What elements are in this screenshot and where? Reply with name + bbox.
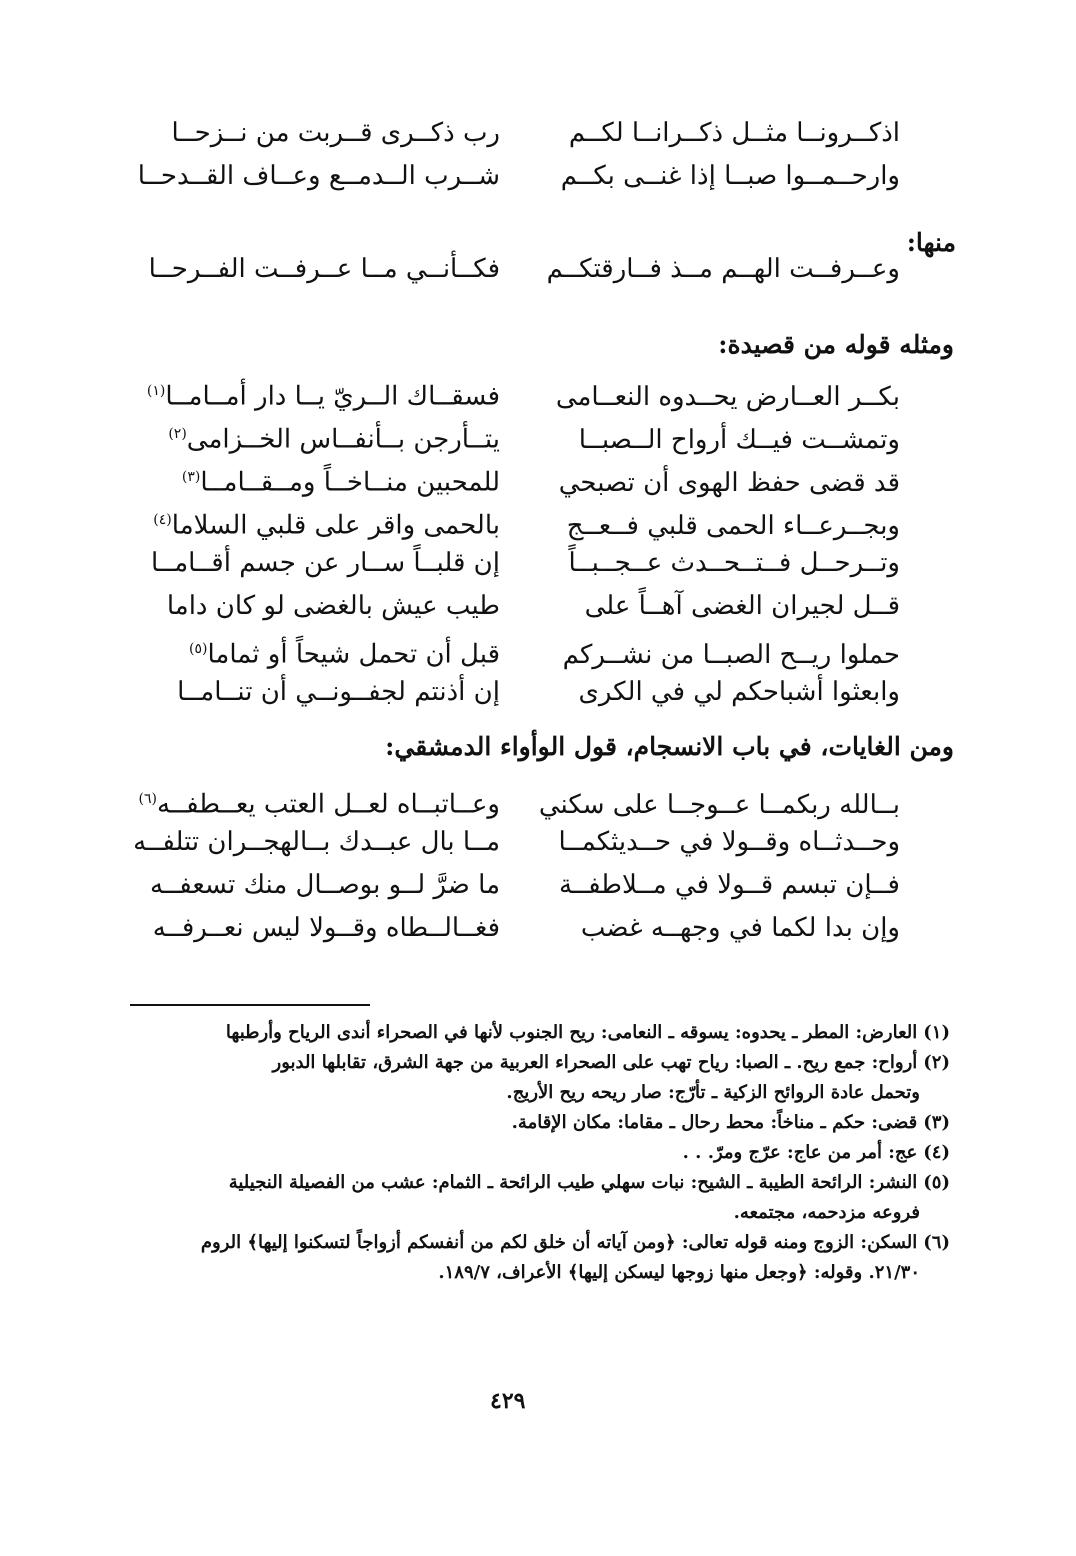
footnote-marker: (٤) — [153, 512, 172, 528]
footnote-marker: (٦) — [138, 791, 157, 807]
verse-first-hemistich: وإن بدا لكما في وجهــه غضب — [580, 913, 900, 943]
verse-first-hemistich: وارحــمــوا صبــا إذا غنــى بكــم — [560, 161, 900, 191]
verse-second-hemistich — [170, 413, 500, 462]
footnote-text: أرواح: جمع ريح. ـ الصبا: رياح تهب على الصحراء العربية من جهة الشرق، تقابلها الدبور — [272, 1052, 918, 1073]
footnote-number: (٥) — [923, 1172, 950, 1193]
verse-first-hemistich: بــالله ربكمــا عــوجــا على سكني — [538, 789, 900, 820]
footnote-marker: (٥) — [189, 641, 208, 657]
page-number: ٤٢٩ — [490, 1388, 526, 1414]
footnote — [130, 1168, 950, 1198]
footnote-number: (٣) — [923, 1112, 950, 1133]
footnotes — [130, 1018, 950, 1288]
verse-second-hemistich — [151, 542, 500, 585]
footnote — [130, 1018, 950, 1048]
verse-first-hemistich: وعــرفــت الهــم مــذ فــارقتكــم — [546, 254, 900, 284]
verse-line — [170, 112, 900, 155]
hemistich-text: للمحبين منــاخــاً ومــقــامــا — [200, 467, 500, 498]
verse-line — [152, 907, 900, 950]
verse-first-hemistich: وتمشــت فيــك أرواح الــصبــا — [578, 424, 900, 455]
footnote-number: (١) — [923, 1022, 950, 1043]
hemistich-text: قبل أن تحمل شيحاً أو ثماما — [207, 639, 500, 670]
verse-line — [148, 248, 900, 291]
footnote-number: (٦) — [923, 1232, 950, 1253]
poem-block-3 — [146, 370, 900, 714]
verse-first-hemistich: وحــدثــاه وقــولا في حــديثكمــا — [558, 827, 900, 857]
hemistich-text: بالحمى واقر على قلبي السلاما — [171, 510, 500, 541]
verse-line — [170, 413, 900, 456]
footnote — [130, 1048, 950, 1078]
footnote — [130, 1138, 950, 1168]
footnote-continuation: ٢١/٣٠. وقوله: ﴿وجعل منها زوجها ليسكن إليها﴾ الأعراف، ١٨٩/٧. — [438, 1262, 920, 1283]
verse-second-hemistich — [153, 499, 500, 548]
hemistich-text: طيب عيش بالغضى لو كان داما — [166, 591, 500, 621]
footnote-text: النشر: الرائحة الطيبة ـ الشيح: نبات سهلي طيب الرائحة ـ الثمام: عشب من الفصيلة النجيلية — [228, 1172, 918, 1193]
verse-second-hemistich: ما ضرَّ لــو بوصــال منك تسعفــه — [150, 870, 500, 900]
hemistich-text: إن أذنتم لجفــونــي أن تنــامــا — [177, 677, 500, 707]
hemistich-text: إن قلبــاً ســار عن جسم أقــامــا — [151, 548, 500, 578]
footnote-marker: (٢) — [168, 426, 187, 442]
verse-first-hemistich: قد قضى حفظ الهوى أن تصبحي — [558, 467, 900, 498]
verse-first-hemistich: وابعثوا أشباحكم لي في الكرى — [578, 677, 900, 707]
intro-qasida: ومثله قوله من قصيدة: — [718, 330, 954, 359]
footnote-number: (٤) — [923, 1142, 950, 1163]
poem-block-2 — [148, 248, 900, 291]
footnote-text: السكن: الزوج ومنه قوله تعالى: ﴿ومن آياته أن خلق لكم من أنفسكم أزواجاً لتسكنوا إليها﴾ الروم — [200, 1232, 918, 1253]
verse-line — [146, 370, 900, 413]
verse-line — [138, 778, 900, 821]
footnote-continuation: فروعه مزدحمه، مجتمعه. — [733, 1202, 920, 1223]
verse-line — [170, 671, 900, 714]
footnote-text: العارض: المطر ـ يحدوه: يسوقه ـ النعامى: ريح الجنوب لأنها في الصحراء أندى الرياح وأرطبها — [225, 1022, 918, 1043]
footnote-number: (٢) — [923, 1052, 950, 1073]
footnote-separator — [130, 1004, 370, 1006]
footnote-marker: (٣) — [181, 469, 201, 485]
verse-second-hemistich: شــرب الــدمــع وعــاف القــدحــا — [137, 161, 500, 191]
footnote — [130, 1228, 950, 1258]
verse-second-hemistich — [166, 585, 500, 628]
verse-line — [153, 499, 900, 542]
hemistich-text: وعــاتبــاه لعــل العتب يعــطفــه — [156, 789, 500, 820]
footnote-text: عج: أمر من عاج: عرّج ومرّ. . . — [682, 1142, 918, 1163]
verse-first-hemistich: حملوا ريــح الصبــا من نشــركم — [562, 639, 900, 670]
hemistich-text: فسقــاك الــريّ يــا دار أمــامــا — [165, 381, 500, 412]
footnote-continuation: وتحمل عادة الروائح الزكية ـ تأرّج: صار ريحه ريح الأريج. — [506, 1082, 920, 1103]
verse-line — [137, 155, 900, 198]
verse-second-hemistich: رب ذكــرى قــربت من نــزحــا — [171, 118, 500, 148]
poem-block-1 — [137, 112, 900, 198]
verse-second-hemistich — [170, 456, 500, 505]
verse-second-hemistich — [138, 778, 500, 827]
footnote — [130, 1108, 950, 1138]
verse-first-hemistich: وبجــرعــاء الحمى قلبي فــعــج — [566, 510, 900, 541]
verse-first-hemistich: قــل لجيران الغضى آهــاً على — [584, 591, 900, 621]
verse-second-hemistich: فغــالــطاه وقــولا ليس نعــرفــه — [152, 913, 500, 943]
verse-line — [170, 456, 900, 499]
label-minha: منها: — [906, 228, 956, 257]
poem-block-4 — [133, 778, 900, 950]
verse-first-hemistich: وتــرحــل فــتــحــدث عــجــبــاً — [568, 548, 900, 578]
verse-line — [166, 585, 900, 628]
verse-first-hemistich: بكــر العــارض يحــدوه النعــامى — [555, 381, 900, 412]
verse-line — [150, 864, 900, 907]
intro-inshijam: ومن الغايات، في باب الانسجام، قول الوأواء الدمشقي: — [385, 732, 954, 761]
verse-second-hemistich: مــا بال عبــدك بــالهجــران تتلفــه — [133, 827, 500, 857]
verse-second-hemistich — [170, 671, 500, 714]
verse-line — [151, 542, 900, 585]
verse-line — [133, 821, 900, 864]
verse-second-hemistich — [170, 628, 500, 677]
verse-line — [170, 628, 900, 671]
hemistich-text: يتــأرجن بــأنفــاس الخــزامى — [186, 424, 500, 455]
verse-first-hemistich: اذكــرونــا مثــل ذكــرانــا لكــم — [568, 118, 900, 148]
footnote-marker: (١) — [146, 383, 166, 399]
footnote-text: قضى: حكم ـ مناخاً: محط رحال ـ مقاما: مكان الإقامة. — [511, 1112, 918, 1133]
verse-second-hemistich: فكــأنــي مــا عــرفــت الفــرحــا — [148, 254, 500, 284]
verse-first-hemistich: فــإن تبسم قــولا في مــلاطفــة — [558, 870, 900, 900]
verse-second-hemistich — [146, 370, 500, 419]
